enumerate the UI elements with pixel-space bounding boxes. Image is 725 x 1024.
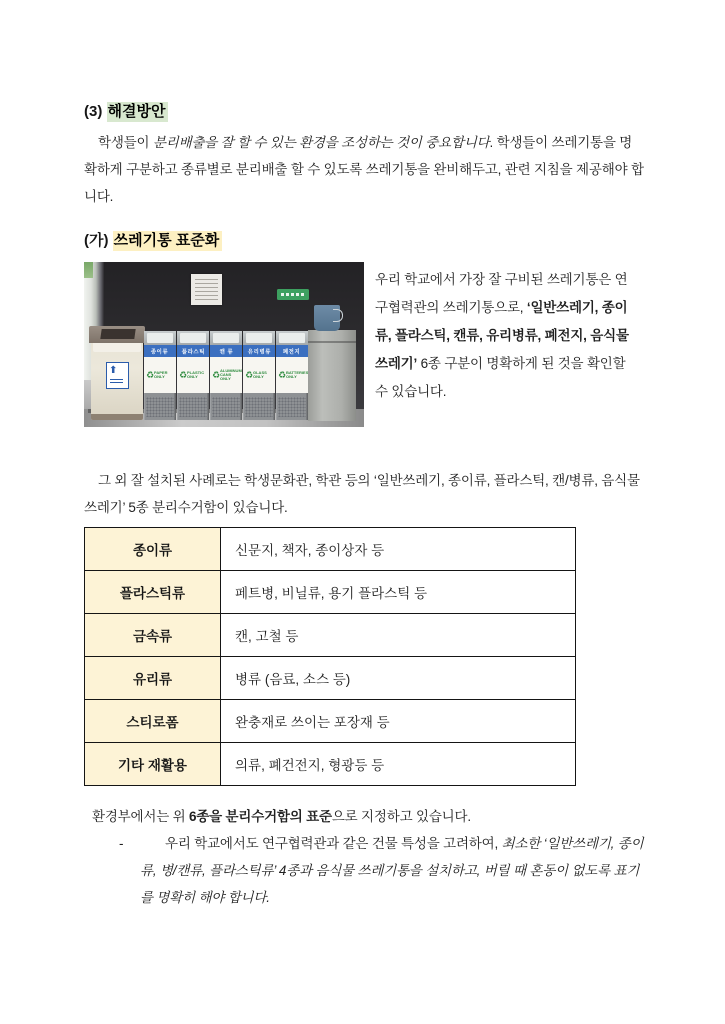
bullet-item: [84, 830, 644, 911]
table-desc-cell: 완충재로 쓰이는 포장재 등: [221, 700, 576, 743]
bin-paper-label: [210, 357, 242, 393]
heading-solution-text: 해결방안: [107, 102, 169, 122]
bin-label-band: [243, 345, 275, 357]
bullet-dash: -: [119, 836, 124, 851]
paragraph-intro-italic: 분리배출을 잘 할 수 있는 환경을 조성하는 것이 중요합니다: [152, 135, 490, 150]
table-row: [85, 657, 576, 700]
photo-desc-lead: 우리 학교에서 가장 잘 구비된 쓰레기통은 연구협력관의 쓰레기통으로,: [375, 272, 628, 315]
table-category-cell: 유리류: [85, 657, 221, 700]
bin-label-kr: 종이류: [151, 348, 169, 355]
recycle-icon: ♻: [179, 369, 188, 380]
ministry-lead: 환경부에서는 위: [92, 809, 189, 824]
person-litter-icon: ⬆: [109, 365, 118, 376]
recycle-icon: ♻: [212, 369, 221, 380]
table-desc-cell: 의류, 폐건전지, 형광등 등: [221, 743, 576, 786]
bin-label-kr: 유리병류: [247, 348, 271, 355]
table-category-cell: 종이류: [85, 528, 221, 571]
table-row: [85, 571, 576, 614]
recycle-icon: ♻: [278, 369, 287, 380]
photo-desc-bold: ‘일반쓰레기, 종이류, 플라스틱, 캔류, 유리병류, 폐전지, 음식물 쓰레기’: [375, 300, 629, 371]
general-waste-bin: [91, 326, 143, 420]
bin-base: [91, 414, 143, 420]
table-row: [85, 528, 576, 571]
paragraph-photo-description: [375, 262, 631, 427]
bucket-handle: [333, 309, 343, 322]
bin-paper-label: [276, 357, 308, 393]
bin-label-band: [177, 345, 209, 357]
table-desc-cell: 신문지, 책자, 종이상자 등: [221, 528, 576, 571]
bin-label-band: [276, 345, 308, 357]
bullet-text: [140, 830, 644, 911]
bin-liner: [213, 333, 239, 343]
bin-liner: [93, 343, 141, 352]
table-category-cell: 금속류: [85, 614, 221, 657]
green-wall-sign: [277, 289, 309, 300]
notice-text-lines: [195, 279, 218, 300]
bin-liner: [180, 333, 206, 343]
table-row: [85, 700, 576, 743]
table-desc-cell: 캔, 고철 등: [221, 614, 576, 657]
document-content: [84, 100, 644, 911]
bullet-italic: 최소한 ‘일반쓰레기, 종이류, 병/캔류, 플라스틱류’ 4종과 음식물 쓰레기통을 설치하고, 버릴 때 혼동이 없도록 표기를 명확히 해야 합니다.: [140, 836, 644, 905]
heading-bin-standardization-number: (가): [84, 232, 113, 249]
bin-paper-label: [177, 357, 209, 393]
bin-perforation: [245, 397, 273, 417]
heading-solution-number: (3): [84, 103, 107, 120]
bin-perforation: [278, 397, 306, 417]
table-category-cell: 스티로폼: [85, 700, 221, 743]
bin-label-en: ALUMINUM CANS ONLY: [220, 368, 242, 381]
sign-text-lines: [281, 293, 305, 296]
bin-sticker: [106, 362, 129, 389]
table-category-cell: 기타 재활용: [85, 743, 221, 786]
bin-liner: [279, 333, 305, 343]
recycle-bin-batteries: [276, 331, 308, 420]
recycle-bin-glass: [243, 331, 275, 420]
bin-label-band: [210, 345, 242, 357]
bullet-lead: 우리 학교에서도 연구협력관과 같은 건물 특성을 고려하여,: [165, 836, 502, 851]
cabinet-panel-line: [308, 341, 356, 343]
recycle-bin-paper: [144, 331, 176, 420]
bin-label-en: BATTERIES ONLY: [286, 370, 308, 379]
paragraph-intro-lead: 학생들이: [98, 135, 153, 150]
bin-perforation: [212, 397, 240, 417]
bin-liner: [246, 333, 272, 343]
sticker-text-lines: [110, 379, 123, 384]
bin-label-en: PAPER ONLY: [154, 370, 168, 379]
bin-label-kr: 플라스틱: [181, 348, 205, 355]
recycle-bin-cans: [210, 331, 242, 420]
bin-label-en: GLASS ONLY: [253, 370, 267, 379]
plant-sliver: [84, 262, 93, 278]
bin-label-kr: 캔 류: [219, 348, 233, 355]
paragraph-other-examples: 그 외 잘 설치된 사례로는 학생문화관, 학관 등의 ‘일반쓰레기, 종이류, 플라스틱, 캔/병류, 음식물 쓰레기’ 5종 분리수거함이 있습니다.: [84, 473, 640, 515]
table-desc-cell: 페트병, 비닐류, 용기 플라스틱 등: [221, 571, 576, 614]
recycle-icon: ♻: [245, 369, 254, 380]
table-category-cell: 플라스틱류: [85, 571, 221, 614]
heading-bin-standardization: [84, 229, 644, 252]
ministry-rest: 으로 지정하고 있습니다.: [331, 809, 471, 824]
bin-paper-label: [144, 357, 176, 393]
paragraph-ministry-standard: [84, 803, 644, 830]
bin-paper-label: [243, 357, 275, 393]
blue-bucket: [314, 305, 340, 331]
table-desc-cell: 병류 (음료, 소스 등): [221, 657, 576, 700]
wall-notice-paper: [191, 274, 222, 305]
photo-desc-rest: 6종 구분이 명확하게 된 것을 확인할 수 있습니다.: [375, 356, 626, 399]
bin-liner: [147, 333, 173, 343]
bin-perforation: [179, 397, 207, 417]
bin-label-band: [144, 345, 176, 357]
steel-cabinet: [308, 330, 356, 421]
paragraph-intro-rest: . 학생들이 쓰레기통을 명확하게 구분하고 종류별로 분리배출 할 수 있도록 쓰레기통을 완비해두고, 관련 지침을 제공해야 합니다.: [84, 135, 644, 204]
trash-bins-photo: [84, 262, 364, 427]
recycling-categories-table: [84, 527, 576, 786]
recycle-bin-plastic: [177, 331, 209, 420]
bin-label-kr: 폐전지: [283, 348, 301, 355]
heading-bin-standardization-text: 쓰레기통 표준화: [113, 231, 223, 251]
table-row: [85, 614, 576, 657]
paragraph-intro: [84, 129, 644, 210]
bin-lid-slot: [100, 329, 135, 339]
bin-perforation: [146, 397, 174, 417]
heading-solution: [84, 100, 644, 123]
ministry-bold: 6종을 분리수거함의 표준: [189, 809, 332, 824]
table-row: [85, 743, 576, 786]
recycle-icon: ♻: [146, 369, 155, 380]
figure-row: [84, 262, 644, 427]
bin-label-en: PLASTIC ONLY: [187, 370, 205, 379]
